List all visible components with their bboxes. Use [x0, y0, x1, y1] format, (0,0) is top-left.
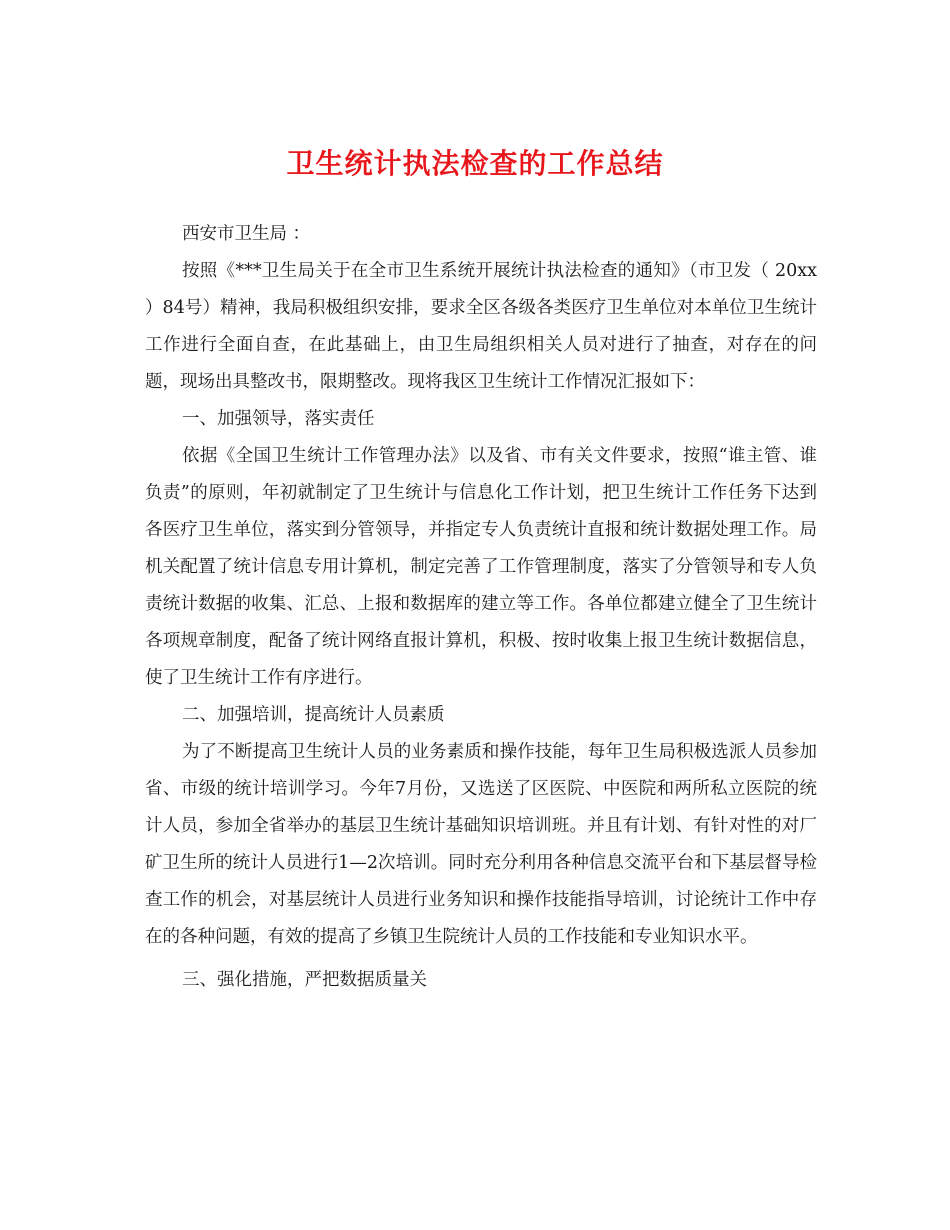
section-heading-3: 三、强化措施，严把数据质量关: [182, 970, 427, 990]
paragraph-section-2: 为了不断提高卫生统计人员的业务素质和操作技能，每年卫生局积极选派人员参加省、市级的统计培训学习。今年7月份，又选送了区医院、中医院和两所私立医院的统计人员，参加全省举办的基层卫生统计基础知识培训班。并且有计划、有针对性的对厂矿卫生所的统计人员进行1—2次培训。同时充分利用各种信息交流平台和下基层督导检查工作的机会，对基层统计人员进行业务知识和操作技能指导培训，讨论统计工作中存在的各种问题，有效的提高了乡镇卫生院统计人员的工作技能和专业知识水平。: [145, 742, 817, 947]
document-body: [145, 216, 817, 999]
salutation: 西安市卫生局 ：: [182, 224, 311, 244]
paragraph-intro: 按照《***卫生局关于在全市卫生系统开展统计执法检查的通知》（市卫发（ 20xx ）84号）精神，我局积极组织安排，要求全区各级各类医疗卫生单位对本单位卫生统计工作进行全面自查，在此基础上，由卫生局组织相关人员对进行了抽查，对存在的问题，现场出具整改书，限期整改。现将我区卫生统计工作情况汇报如下：: [145, 261, 817, 392]
document-title: 卫生统计执法检查的工作总结: [286, 147, 664, 180]
section-heading-2: 二、加强培训，提高统计人员素质: [182, 705, 445, 725]
paragraph-section-1: 依据《全国卫生统计工作管理办法》以及省、市有关文件要求，按照“谁主管、谁负责”的原则，年初就制定了卫生统计与信息化工作计划，把卫生统计工作任务下达到各医疗卫生单位，落实到分管领导，并指定专人负责统计直报和统计数据处理工作。局机关配置了统计信息专用计算机，制定完善了工作管理制度，落实了分管领导和专人负责统计数据的收集、汇总、上报和数据库的建立等工作。各单位都建立健全了卫生统计各项规章制度，配备了统计网络直报计算机，积极、按时收集上报卫生统计数据信息，使了卫生统计工作有序进行。: [145, 446, 817, 688]
section-heading-1: 一、加强领导，落实责任: [182, 409, 375, 429]
